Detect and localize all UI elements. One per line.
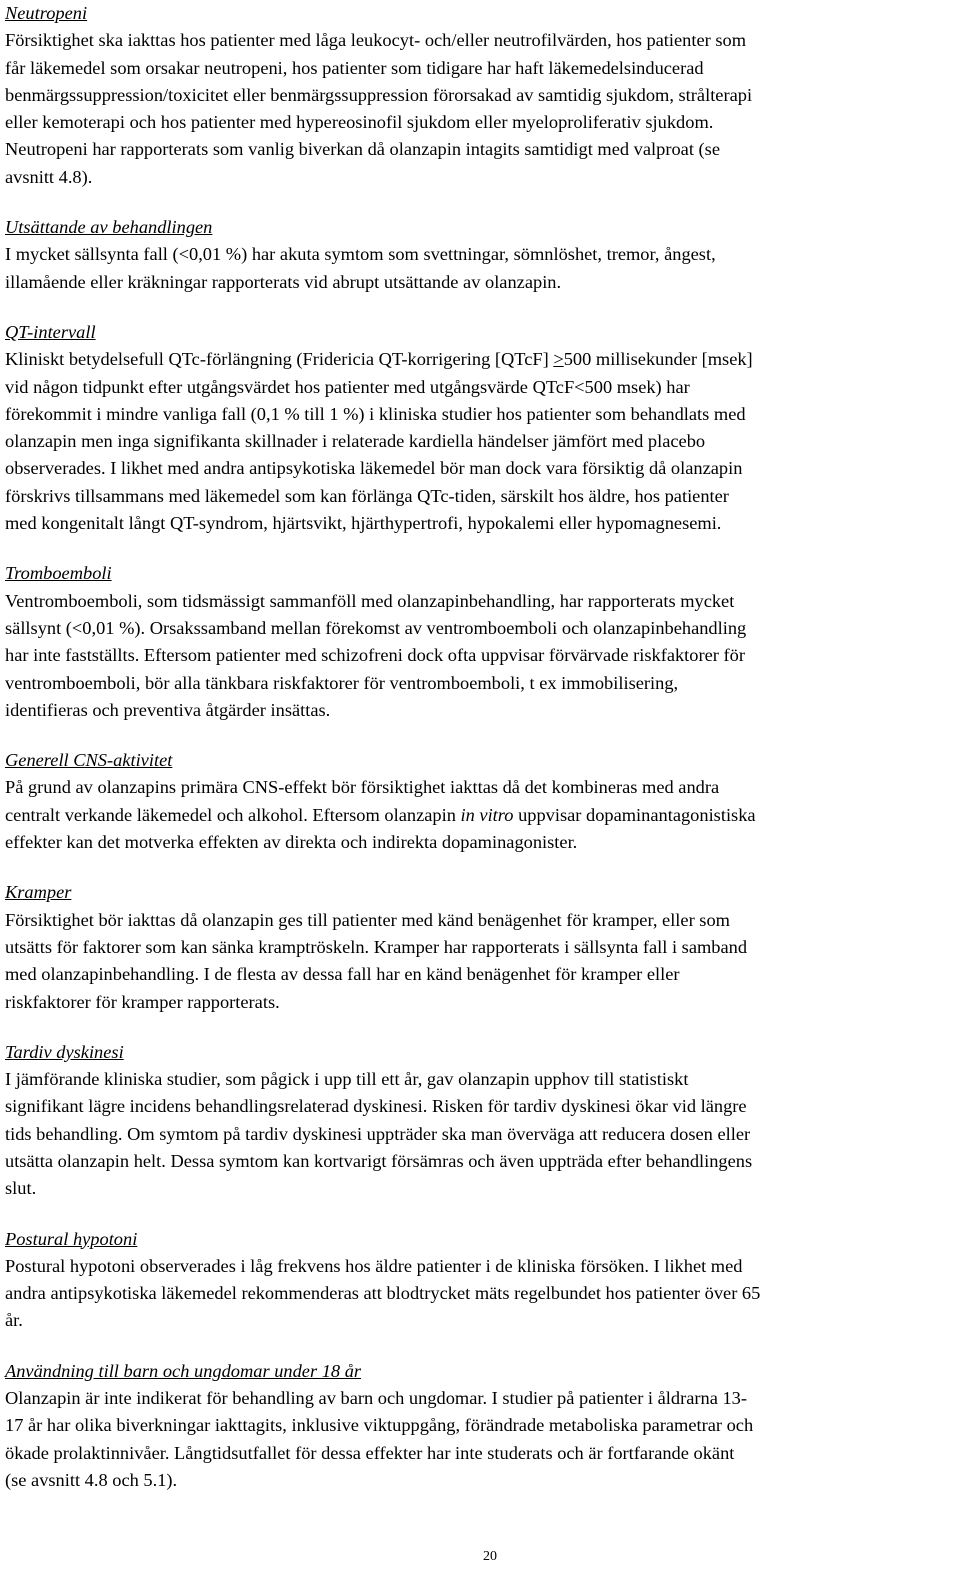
text-line: signifikant lägre incidens behandlingsrelaterad dyskinesi. Risken för tardiv dyskinesi ökar vid längre	[5, 1096, 747, 1117]
text-line: har inte fastställts. Eftersom patienter med schizofreni dock ofta uppvisar förvärvade riskfaktorer för	[5, 645, 745, 666]
text-line: förekommit i mindre vanliga fall (0,1 % till 1 %) i kliniska studier hos patienter som behandlats med	[5, 403, 746, 424]
text-line: riskfaktorer för kramper rapporterats.	[5, 991, 280, 1012]
section-barn-och-ungdomar	[5, 1358, 955, 1494]
text-line: sällsynt (<0,01 %). Orsakssamband mellan förekomst av ventromboemboli och olanzapinbehandling	[5, 617, 747, 638]
text-line: 17 år har olika biverkningar iakttagits, inklusive viktuppgång, förändrade metaboliska parametrar och	[5, 1415, 754, 1436]
section-qt-intervall	[5, 319, 955, 537]
text-line: På grund av olanzapins primära CNS-effekt bör försiktighet iakttas då det kombineras med andra	[5, 777, 720, 798]
text-run: centralt verkande läkemedel och alkohol. Eftersom olanzapin	[5, 804, 461, 825]
section-kramper	[5, 879, 955, 1015]
section-body	[5, 1385, 955, 1494]
section-postural-hypotoni	[5, 1226, 955, 1335]
section-body	[5, 907, 955, 1016]
text-line: med olanzapinbehandling. I de flesta av dessa fall har en känd benägenhet för kramper eller	[5, 964, 680, 985]
section-heading: Kramper	[5, 882, 72, 903]
text-line: får läkemedel som orsakar neutropeni, hos patienter som tidigare har haft läkemedelsinducerad	[5, 57, 704, 78]
section-tromboemboli	[5, 560, 955, 724]
text-line: ökade prolaktinnivåer. Långtidsutfallet för dessa effekter har inte studerats och är fortfarande okänt	[5, 1442, 735, 1463]
text-line: slut.	[5, 1178, 37, 1199]
text-line: förskrivs tillsammans med läkemedel som kan förlänga QTc-tiden, särskilt hos äldre, hos patienter	[5, 485, 729, 506]
text-line: avsnitt 4.8).	[5, 166, 93, 187]
text-line: utsätta olanzapin helt. Dessa symtom kan kortvarigt försämras och även uppträda efter behandlingens	[5, 1150, 753, 1171]
text-line: vid någon tidpunkt efter utgångsvärdet hos patienter med utgångsvärde QTcF<500 msek) har	[5, 376, 690, 397]
section-body	[5, 774, 955, 856]
text-line: Neutropeni har rapporterats som vanlig biverkan då olanzapin intagits samtidigt med valproat (se	[5, 139, 720, 160]
document-page	[5, 0, 955, 1517]
text-line: observerades. I likhet med andra antipsykotiska läkemedel bör man dock vara försiktig då olanzapin	[5, 458, 743, 479]
text-line: Postural hypotoni observerades i låg frekvens hos äldre patienter i de kliniska försöken. I likhet med	[5, 1255, 743, 1276]
text-line: olanzapin men inga signifikanta skillnader i relaterade kardiella händelser jämfört med placebo	[5, 431, 706, 452]
text-line: Försiktighet ska iakttas hos patienter med låga leukocyt- och/eller neutrofilvärden, hos patienter som	[5, 30, 747, 51]
text-line: tids behandling. Om symtom på tardiv dyskinesi uppträder ska man överväga att reducera dosen eller	[5, 1123, 751, 1144]
text-line	[5, 346, 955, 373]
text-line: ventromboemboli, bör alla tänkbara riskfaktorer för ventromboemboli, t ex immobilisering,	[5, 672, 679, 693]
text-run: 500 millisekunder [msek]	[563, 349, 753, 370]
section-heading: Neutropeni	[5, 3, 88, 23]
section-body	[5, 346, 955, 537]
section-heading: Tromboemboli	[5, 563, 112, 584]
text-line: I mycket sällsynta fall (<0,01 %) har akuta symtom som svettningar, sömnlöshet, tremor, ångest,	[5, 244, 716, 265]
section-body	[5, 1066, 955, 1202]
text-line: år.	[5, 1310, 23, 1331]
section-heading: Utsättande av behandlingen	[5, 217, 213, 238]
text-line: med kongenitalt långt QT-syndrom, hjärtsvikt, hjärthypertrofi, hypokalemi eller hypomagnesemi.	[5, 513, 722, 534]
section-heading: Generell CNS-aktivitet	[5, 750, 173, 771]
text-line: eller kemoterapi och hos patienter med hypereosinofil sjukdom eller myeloproliferativ sjukdom.	[5, 112, 714, 133]
section-body	[5, 241, 955, 296]
text-line: identifieras och preventiva åtgärder insättas.	[5, 699, 331, 720]
page-number: 20	[483, 1549, 497, 1564]
section-heading: Postural hypotoni	[5, 1228, 138, 1249]
section-heading: QT-intervall	[5, 321, 96, 342]
italic-term: in vitro	[460, 804, 514, 825]
section-heading: Tardiv dyskinesi	[5, 1041, 124, 1062]
text-line: (se avsnitt 4.8 och 5.1).	[5, 1469, 178, 1490]
section-neutropeni	[5, 0, 955, 191]
text-line: benmärgssuppression/toxicitet eller benmärgssuppression förorsakad av samtidig sjukdom, strålterapi	[5, 84, 753, 105]
text-run: Kliniskt betydelsefull QTc-förlängning (Fridericia QT-korrigering [QTcF]	[5, 349, 554, 370]
text-line: utsätts för faktorer som kan sänka kramptröskeln. Kramper har rapporterats i sällsynta fall i samband	[5, 936, 748, 957]
section-utsattande	[5, 214, 955, 296]
text-line: Försiktighet bör iakttas då olanzapin ges till patienter med känd benägenhet för kramper, eller som	[5, 909, 730, 930]
text-line: effekter kan det motverka effekten av direkta och indirekta dopaminagonister.	[5, 832, 578, 853]
section-heading: Användning till barn och ungdomar under 18 år	[5, 1360, 362, 1381]
text-line: I jämförande kliniska studier, som pågick i upp till ett år, gav olanzapin upphov till statistiskt	[5, 1069, 689, 1090]
text-line: Ventromboemboli, som tidsmässigt sammanföll med olanzapinbehandling, har rapporterats mycket	[5, 590, 735, 611]
text-line: andra antipsykotiska läkemedel rekommenderas att blodtrycket mäts regelbundet hos patienter över 65	[5, 1283, 761, 1304]
greater-or-equal-sign: >	[553, 349, 564, 370]
text-line: Olanzapin är inte indikerat för behandling av barn och ungdomar. I studier på patienter i åldrarna 13-	[5, 1388, 747, 1409]
text-run: uppvisar dopaminantagonistiska	[513, 804, 756, 825]
text-line	[5, 802, 955, 829]
section-body	[5, 588, 955, 724]
section-tardiv-dyskinesi	[5, 1039, 955, 1203]
section-body	[5, 1253, 955, 1335]
section-cns-aktivitet	[5, 747, 955, 856]
text-line: illamående eller kräkningar rapporterats vid abrupt utsättande av olanzapin.	[5, 271, 562, 292]
section-body	[5, 27, 955, 191]
